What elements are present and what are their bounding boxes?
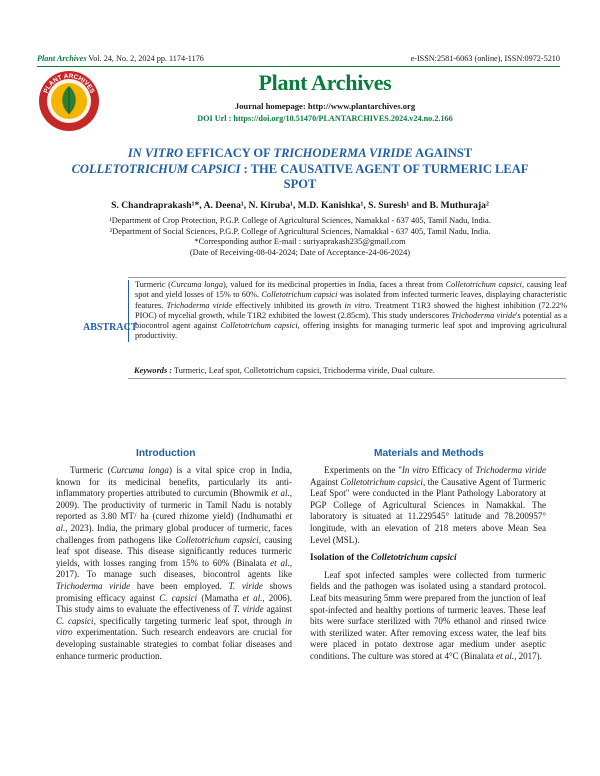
article-dates: (Date of Receiving-08-04-2024; Date of Acceptance-24-06-2024) [189, 247, 411, 257]
affiliations [0, 216, 600, 258]
author-list: S. Chandraprakash¹*, A. Deena¹, N. Kiruba¹, M.D. Kanishka¹, S. Suresh¹ and B. Muthuraja² [111, 200, 489, 211]
title-part: IN VITRO [127, 146, 184, 160]
title-part: : THE CAUSATIVE AGENT OF TURMERIC LEAF SPOT [240, 161, 529, 191]
title-part: EFFICACY OF [183, 146, 274, 160]
intro-column: Turmeric (Curcuma longa) is a vital spice crop in India, known for its medicinal benefits, particularly its anti-inflammatory properties attributed to curcumin (Bhowmik et al., 2009). The productivity of turmeric in Tamil Nadu is notably reported as 3.80 MT/ ha (cured rhizome yield) (Indhumathi et al., 2023). India, the primary global producer of turmeric, faces challenges from pathogens like Colletotrichum capsici, causing leaf spot disease. This disease significantly reduces turmeric yields, with losses ranging from 15% to 60% (Binalata et al., 2017). To manage such diseases, biocontrol agents like Trichoderma viride have been employed. T. viride shows promising efficacy against C. capsici (Mamatha et al., 2006). This study aims to evaluate the effectiveness of T. viride against C. capsici, specifically targeting turmeric leaf spot, through in vitro experimentation. Such research endeavors are crucial for developing sustainable strategies to combat foliar diseases and enhance turmeric production. [56, 465, 293, 661]
intro-heading: Introduction [136, 448, 196, 459]
title-part: COLLETOTRICHUM CAPSICI [71, 161, 241, 176]
affiliation-2: ²Department of Social Sciences, P.G.P. College of Agricultural Sciences, Namakkal - 637 405, Tamil Nadu, India. [109, 226, 491, 236]
abstract-top-rule [128, 277, 566, 278]
methods-column: Experiments on the "In vitro Efficacy of Trichoderma viride Against Colletotrichum capsici, the Causative Agent of Turmeric Leaf Spot" were conducted in the Plant Pathology Laboratory at PGP College of Agricultural Sciences in Namakkal. The laboratory is situated at 11.229545° latitude and 78.200957° longitude, with an elevation of 218 meters above Mean Sea Level (MSL). Isolation of the Colletotrichum capsici Leaf spot infected samples were collected from turmeric fields and the pathogen was isolated using a standard protocol. Leaf bits measuring 5mm were prepared from the junction of leaf spot-infected and healthy portions of turmeric leaves. These leaf bits were surface sterilized with 70% ethanol and rinsed twice with sterilized water. After removing excess water, the leaf bits were placed in potato dextrose agar medium under aseptic conditions. The culture was stored at 4°C (Binalata et al., 2017). [310, 465, 547, 661]
volume-info: Vol. 24, No. 2, 2024 pp. 1174-1176 [88, 54, 204, 63]
journal-homepage[interactable]: Journal homepage: http://www.plantarchives.org [234, 101, 416, 111]
journal-title: Plant Archives [258, 70, 392, 95]
keywords-label: Keywords : [134, 366, 173, 375]
doi-link[interactable]: DOI Url : https://doi.org/10.51470/PLANTARCHIVES.2024.v24.no.2.166 [197, 114, 453, 123]
abstract-text: Turmeric (Curcuma longa), valued for its medicinal properties in India, faces a threat from Colletotrichum capsici, causing leaf spot and yield losses of 15% to 60%. Colletotrichum capsici was isolated from infected turmeric leaves, displaying characteristic features. Trichoderma viride effectively inhibited its growth in vitro. Treatment T1R3 showed the highest inhibition (72.22% PIOC) of mycelial growth, while T1R2 exhibited the lowest (2.85cm). This study underscores Trichoderma viride's potential as a biocontrol agent against Colletotrichum capsici, offering insights for managing turmeric leaf spot and improving agricultural productivity. [128, 280, 567, 342]
keywords-list: Turmeric, Leaf spot, Colletotrichum capsici, Trichoderma viride, Dual culture. [173, 366, 435, 375]
running-header-citation [37, 54, 204, 63]
issn-info: e-ISSN:2581-6063 (online), ISSN:0972-5210 [410, 54, 560, 63]
journal-brand: Plant Archives [37, 54, 87, 63]
abstract-label: ABSTRACT [83, 322, 138, 333]
abstract-bottom-rule [128, 378, 566, 379]
corresponding-author: *Corresponding author E-mail : suriyaprakash235@gmail.com [194, 237, 406, 247]
methods-heading: Materials and Methods [374, 448, 484, 459]
article-title [60, 146, 540, 193]
title-part: AGAINST [412, 146, 473, 160]
title-part: TRICHODERMA VIRIDE [273, 146, 413, 160]
keywords [134, 366, 566, 375]
header-divider [37, 66, 560, 67]
svg-text:PLANT ARCHIVES: PLANT ARCHIVES [42, 72, 96, 95]
affiliation-1: ¹Department of Crop Protection, P.G.P. College of Agricultural Sciences, Namakkal - 637 405, Tamil Nadu, India. [109, 216, 491, 225]
isolation-heading: Isolation of the Colletotrichum capsici [310, 552, 457, 563]
